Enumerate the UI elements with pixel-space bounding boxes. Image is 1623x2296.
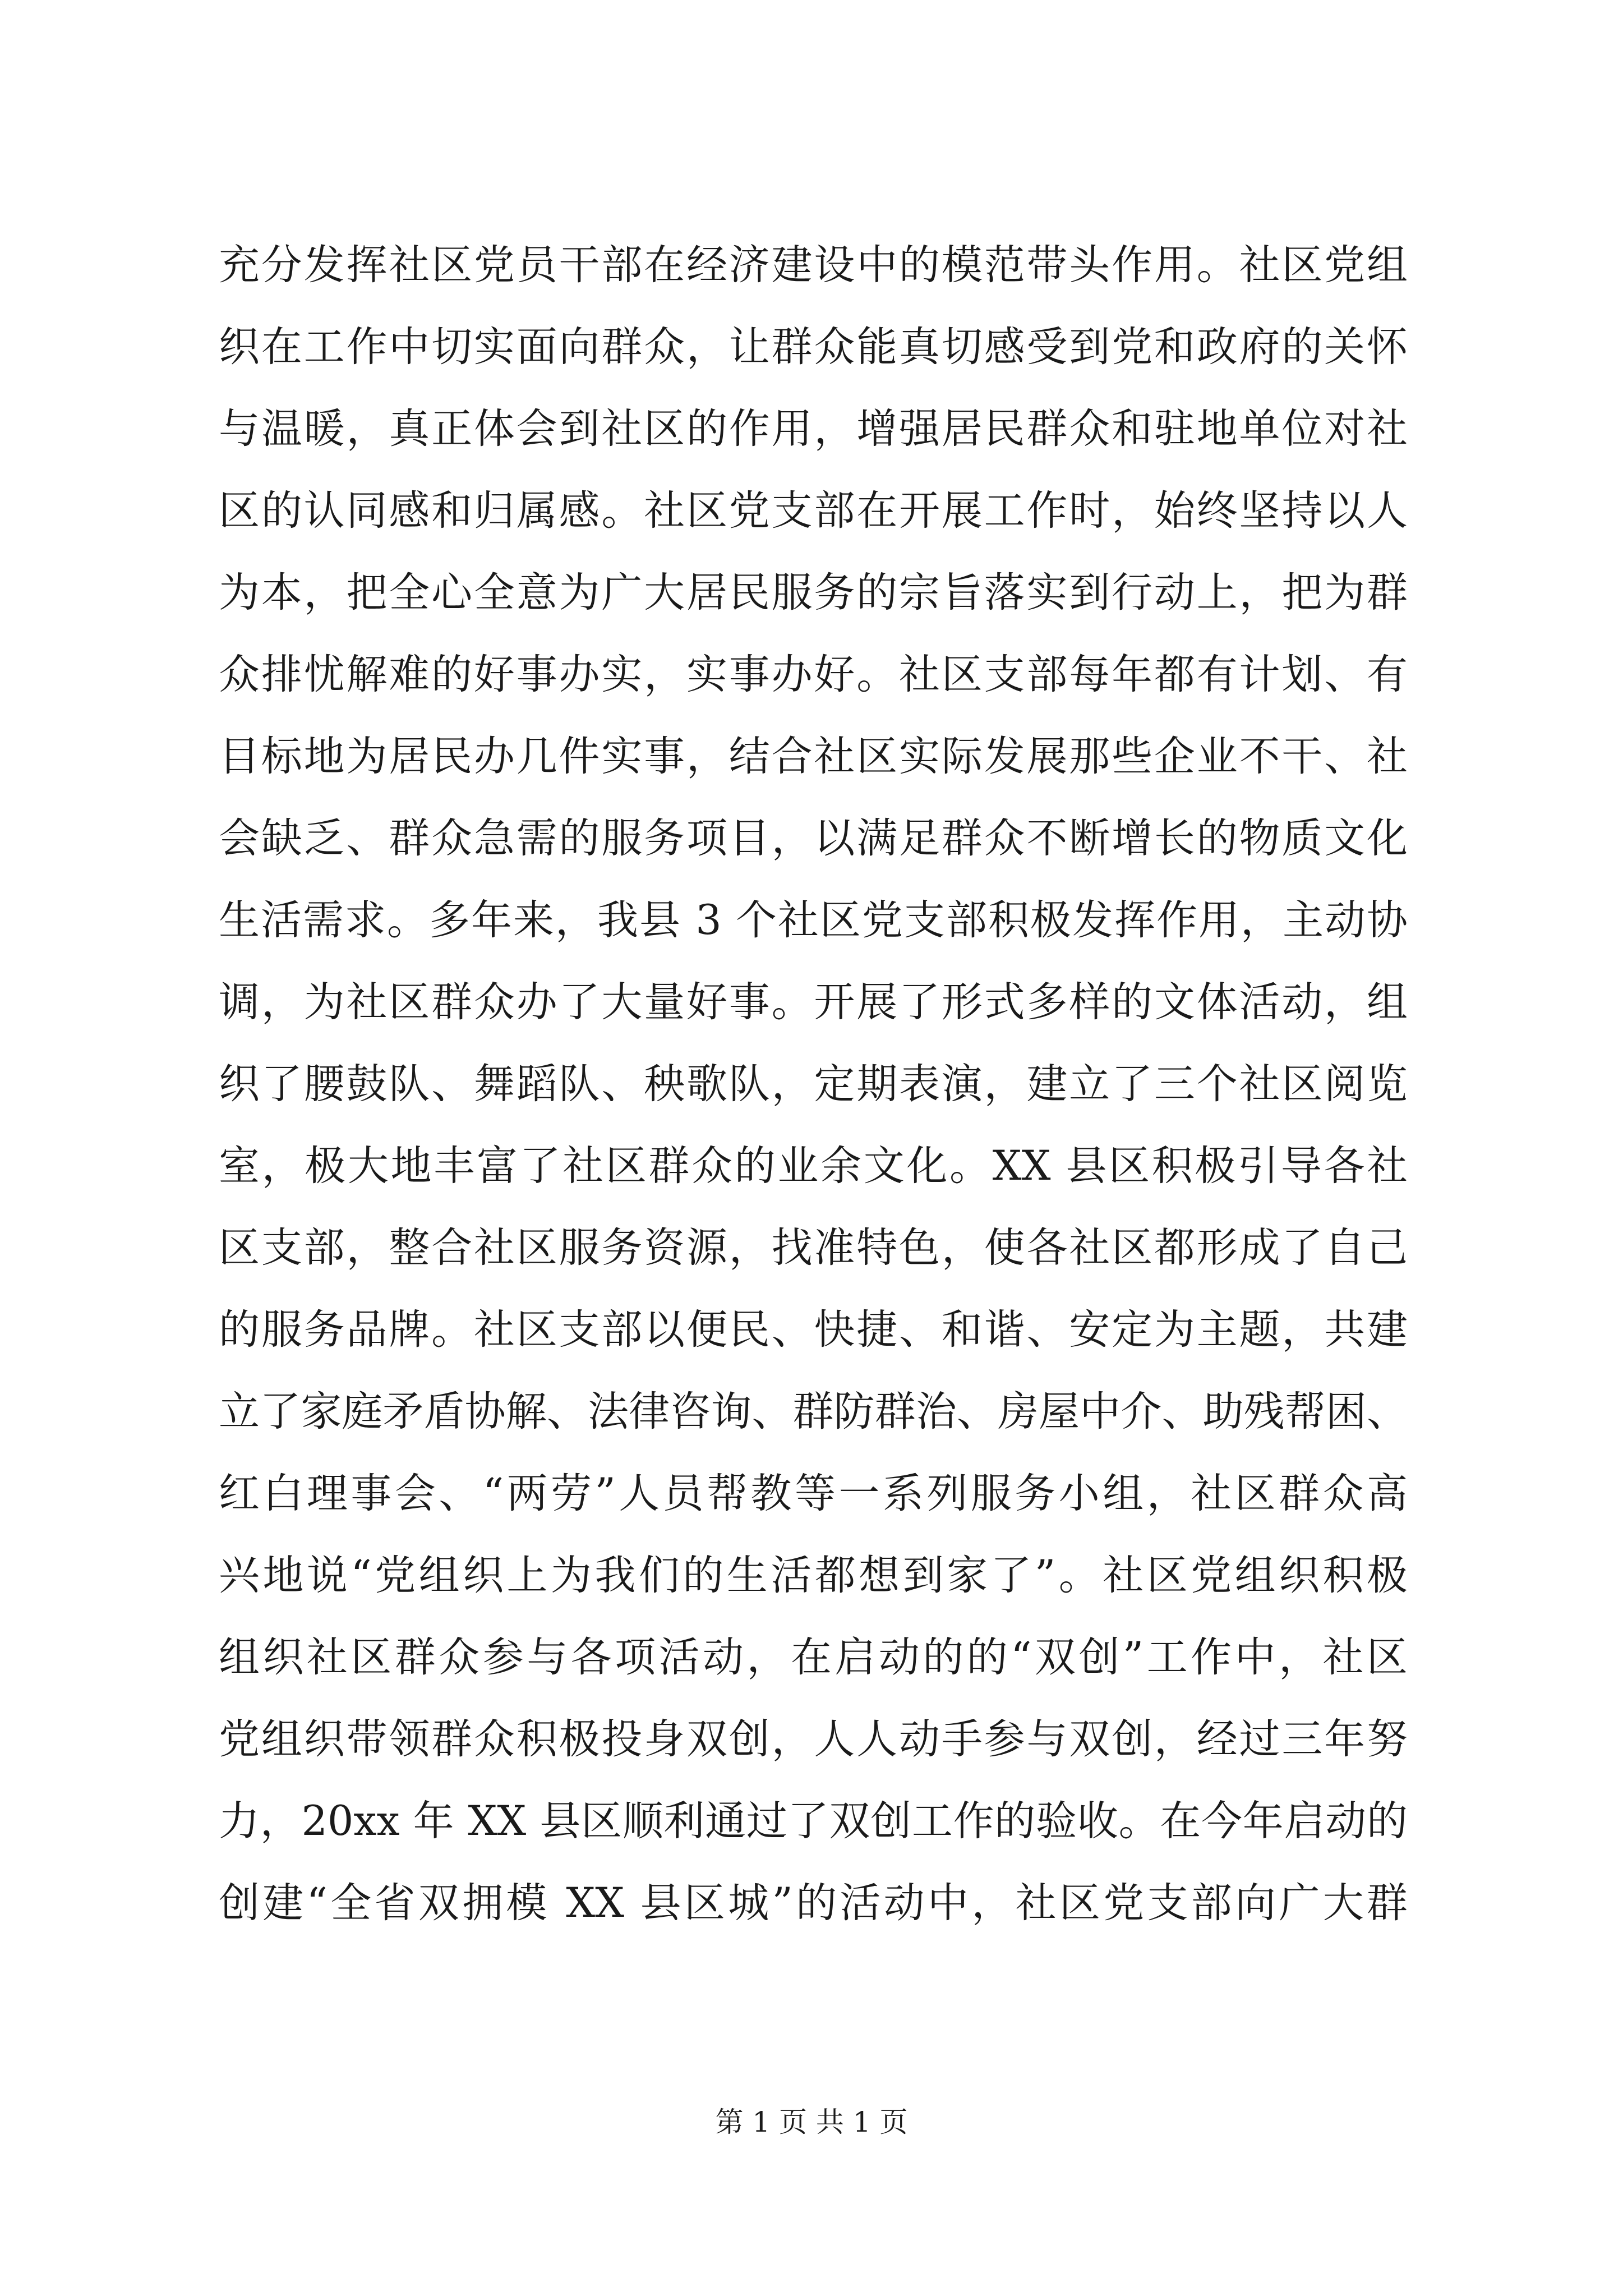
text-line: 众排忧解难的好事办实，实事办好。社区支部每年都有计划、有: [219, 651, 1408, 698]
text-line: 织在工作中切实面向群众，让群众能真切感受到党和政府的关怀: [219, 323, 1408, 371]
text-line: 会缺乏、群众急需的服务项目，以满足群众不断增长的物质文化: [219, 815, 1408, 862]
text-line: 织了腰鼓队、舞蹈队、秧歌队，定期表演，建立了三个社区阅览: [219, 1060, 1408, 1108]
text-line: 区的认同感和归属感。社区党支部在开展工作时，始终坚持以人: [219, 487, 1408, 535]
text-line: 目标地为居民办几件实事，结合社区实际发展那些企业不干、社: [219, 733, 1408, 780]
text-line: 力，20xx 年 XX 县区顺利通过了双创工作的验收。在今年启动的: [219, 1797, 1408, 1845]
page-number-footer: 第 1 页 共 1 页: [715, 2106, 908, 2138]
body-paragraph: [219, 224, 1408, 1944]
text-line: 区支部，整合社区服务资源，找准特色，使各社区都形成了自己: [219, 1224, 1408, 1272]
text-line: 组织社区群众参与各项活动，在启动的的“双创”工作中，社区: [219, 1634, 1408, 1681]
text-line: 调，为社区群众办了大量好事。开展了形式多样的文体活动，组: [219, 978, 1408, 1026]
text-line: 与温暖，真正体会到社区的作用，增强居民群众和驻地单位对社: [219, 405, 1408, 453]
text-line: 充分发挥社区党员干部在经济建设中的模范带头作用。社区党组: [219, 241, 1408, 289]
text-line: 创建“全省双拥模 XX 县区城”的活动中，社区党支部向广大群: [219, 1879, 1408, 1927]
text-line: 的服务品牌。社区支部以便民、快捷、和谐、安定为主题，共建: [219, 1306, 1408, 1354]
text-line: 红白理事会、“两劳”人员帮教等一系列服务小组，社区群众高: [219, 1470, 1408, 1517]
text-line: 生活需求。多年来，我县 3 个社区党支部积极发挥作用，主动协: [219, 896, 1408, 944]
text-line: 兴地说“党组织上为我们的生活都想到家了”。社区党组织积极: [219, 1552, 1408, 1599]
text-line: 党组织带领群众积极投身双创，人人动手参与双创，经过三年努: [219, 1715, 1408, 1763]
text-line: 室，极大地丰富了社区群众的业余文化。XX 县区积极引导各社: [219, 1142, 1408, 1190]
text-line: 为本，把全心全意为广大居民服务的宗旨落实到行动上，把为群: [219, 569, 1408, 616]
text-line: 立了家庭矛盾协解、法律咨询、群防群治、房屋中介、助残帮困、: [219, 1388, 1408, 1435]
